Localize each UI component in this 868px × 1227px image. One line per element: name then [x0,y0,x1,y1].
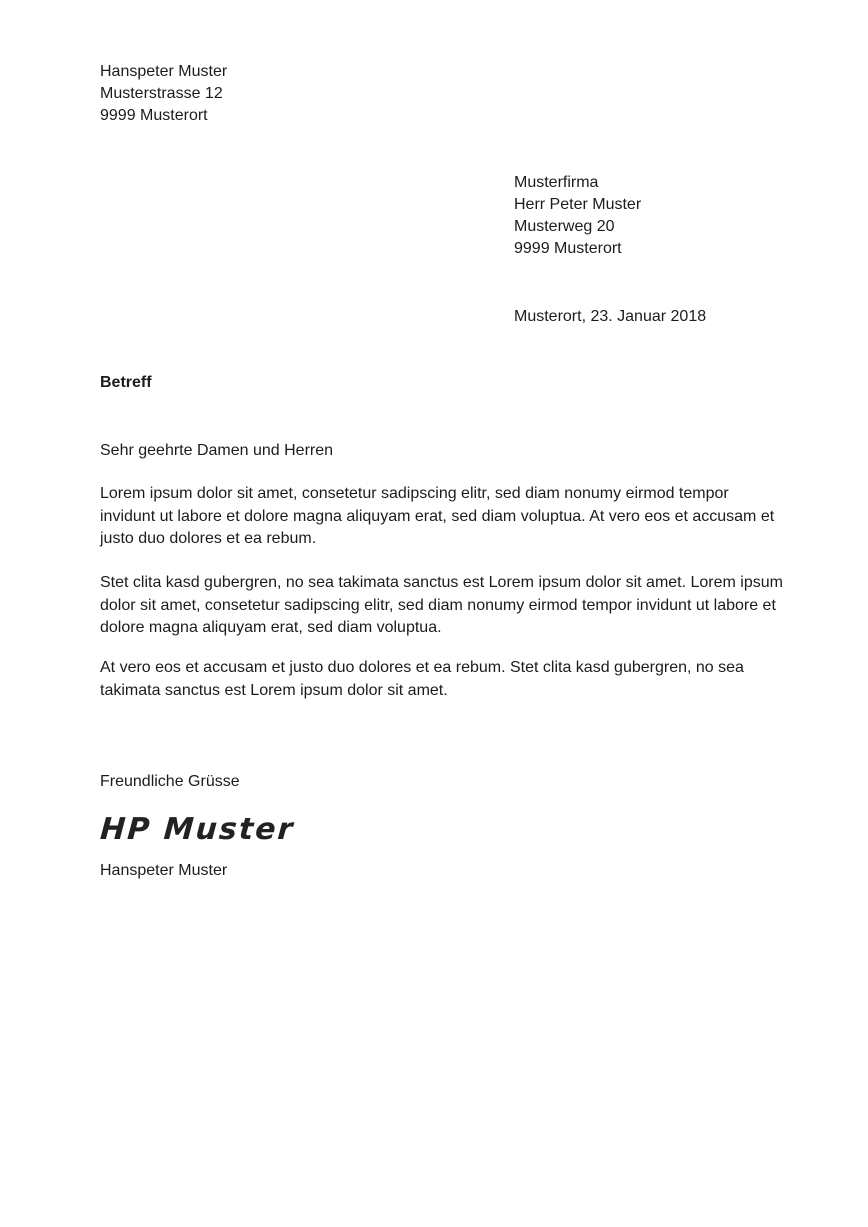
salutation: Sehr geehrte Damen und Herren [100,442,334,459]
body-paragraph-3: At vero eos et accusam et justo duo dolores et ea rebum. Stet clita kasd gubergren, no sea takimata sanctus est Lorem ipsum dolor sit amet. [100,659,744,699]
closing-phrase: Freundliche Grüsse [100,773,240,790]
recipient-city: 9999 Musterort [514,240,622,257]
recipient-person: Herr Peter Muster [514,196,642,213]
signature-printed-name: Hanspeter Muster [100,862,228,879]
recipient-address-block [514,172,641,260]
handwritten-signature: HP Muster [99,812,296,847]
sender-city: 9999 Musterort [100,107,208,124]
body-paragraph-2: Stet clita kasd gubergren, no sea takimata sanctus est Lorem ipsum dolor sit amet. Lorem ipsum dolor sit amet, consetetur sadipscing elitr, sed diam nonumy eirmod tempor invidunt ut labore et dolore magna aliquyam erat, sed diam voluptua. [100,574,783,636]
sender-address-block [100,61,227,127]
recipient-company: Musterfirma [514,174,599,191]
body-paragraph-1: Lorem ipsum dolor sit amet, consetetur sadipscing elitr, sed diam nonumy eirmod tempor invidunt ut labore et dolore magna aliquyam erat, sed diam voluptua. At vero eos et accusam et justo duo dolores et ea rebum. [100,485,775,547]
place-and-date: Musterort, 23. Januar 2018 [514,308,707,325]
sender-street: Musterstrasse 12 [100,85,223,102]
recipient-street: Musterweg 20 [514,218,615,235]
sender-name: Hanspeter Muster [100,63,228,80]
subject-line: Betreff [100,374,152,391]
